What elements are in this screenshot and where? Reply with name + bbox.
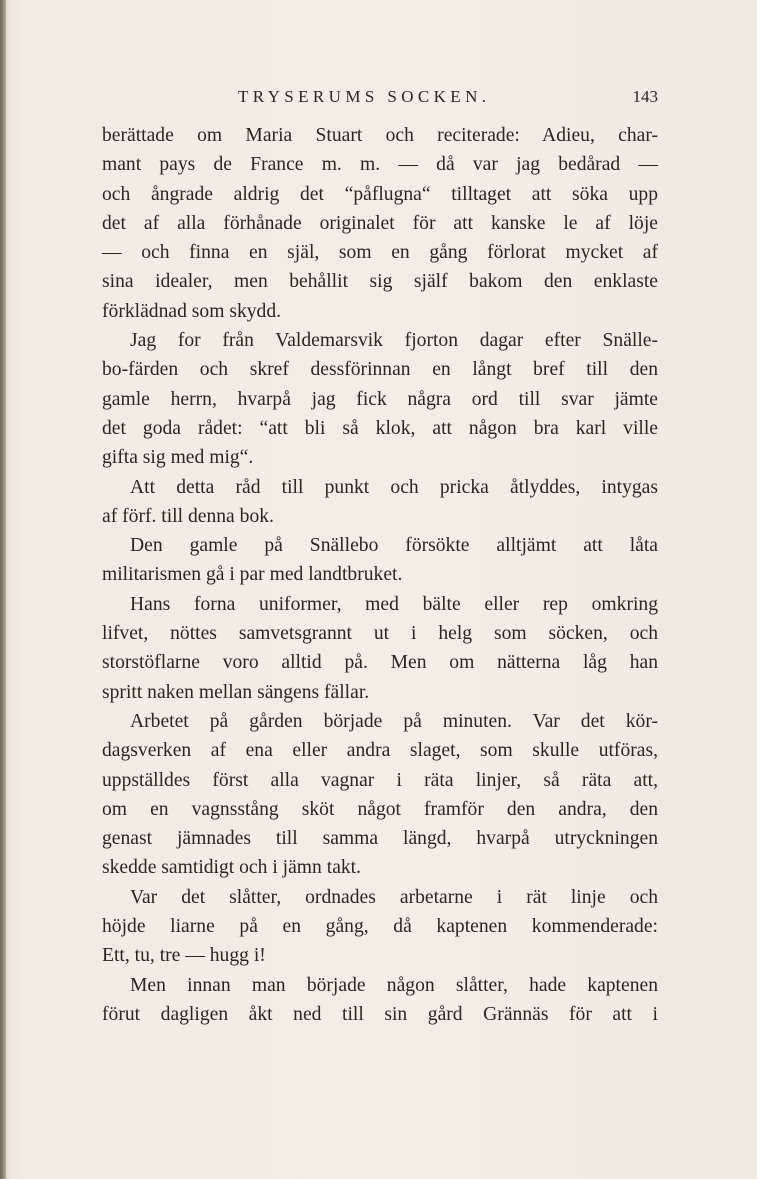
text-line: spritt naken mellan sängens fällar. [102,681,370,703]
text-line: Den gamle på Snällebo försökte alltjämt att låta [130,535,658,557]
text-line: Att detta råd till punkt och pricka åtlyddes, intygas [130,476,658,498]
text-line: — och finna en själ, som en gång förlorat mycket af [102,242,658,264]
text-line: Var det slåtter, ordnades arbetarne i rät linje och [130,886,658,908]
text-line: genast jämnades till samma längd, hvarpå utryckningen [102,828,658,850]
text-line: förklädnad som skydd. [102,300,282,322]
text-line: af förf. till denna bok. [102,505,274,527]
text-line: Men innan man började någon slåtter, hade kaptenen [130,974,658,996]
page-number: 143 [632,87,658,106]
text-line: storstöflarne voro alltid på. Men om nätterna låg han [102,652,658,674]
text-line: uppställdes först alla vagnar i räta linjer, så räta att, [102,769,658,791]
body-text [102,121,658,1029]
page-gutter-shadow [0,0,6,1179]
text-line: det af alla förhånade originalet för att kanske le af löje [102,212,658,234]
text-line: skedde samtidigt och i jämn takt. [102,857,362,879]
text-line: dagsverken af ena eller andra slaget, som skulle utföras, [102,740,658,762]
text-line: Hans forna uniformer, med bälte eller rep omkring [130,593,658,615]
text-line: sina idealer, men behållit sig själf bakom den enklaste [102,271,658,293]
text-line: Jag for från Valdemarsvik fjorton dagar efter Snälle- [130,330,658,352]
text-line: bo-färden och skref dessförinnan en långt bref till den [102,359,658,381]
page-header [102,86,658,108]
text-line: gifta sig med mig“. [102,447,254,469]
text-line: höjde liarne på en gång, då kaptenen kommenderade: [102,916,658,938]
text-line: mant pays de France m. m. — då var jag bedårad — [102,154,658,176]
text-line: Arbetet på gården började på minuten. Var det kör- [130,710,658,732]
text-line: Ett, tu, tre — hugg i! [102,945,266,967]
text-line: lifvet, nöttes samvetsgrannt ut i helg som söcken, och [102,623,658,645]
text-line: militarismen gå i par med landtbruket. [102,564,403,586]
text-line: det goda rådet: “att bli så klok, att någon bra karl ville [102,417,658,439]
text-line: förut dagligen åkt ned till sin gård Grännäs för att i [102,1003,658,1025]
text-line: berättade om Maria Stuart och reciterade: Adieu, char- [102,125,658,146]
text-line: och ångrade aldrig det “påflugna“ tilltaget att söka upp [102,183,658,205]
text-line: om en vagnsstång sköt något framför den andra, den [102,798,658,820]
running-title: TRYSERUMS SOCKEN. [238,87,491,106]
text-line: gamle herrn, hvarpå jag fick några ord till svar jämte [102,388,658,410]
